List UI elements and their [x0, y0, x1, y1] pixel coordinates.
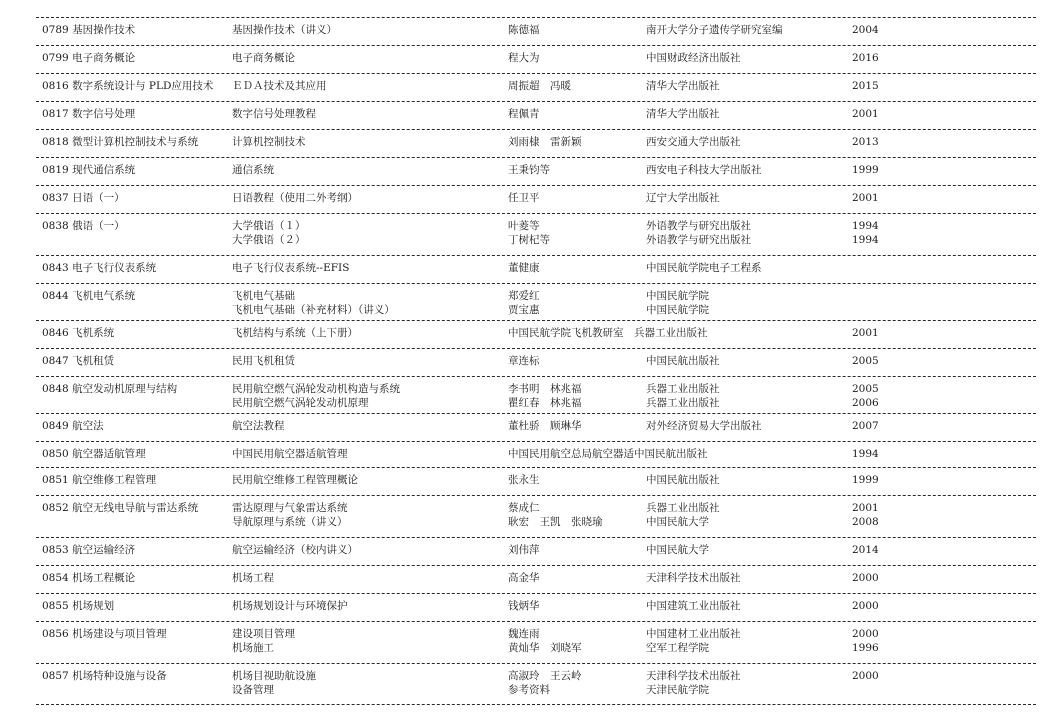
book-year: 1994 [852, 448, 879, 460]
book-author: 张永生 [508, 474, 540, 486]
course-name: 电子商务概论 [72, 52, 136, 64]
course-code: 0847 [42, 355, 69, 367]
row-divider [36, 73, 1036, 74]
book-year: 2000 [852, 600, 879, 612]
book-year: 2001 [852, 192, 879, 204]
book-author: 李书明 林兆福 [508, 383, 582, 395]
book-year: 2014 [852, 544, 879, 556]
book-year: 2013 [852, 136, 879, 148]
row-divider [36, 593, 1036, 594]
course-name: 飞机系统 [72, 327, 115, 339]
book-year: 2005 [852, 383, 879, 395]
book-year: 2016 [852, 52, 879, 64]
book-publisher: 兵器工业出版社 [646, 397, 720, 409]
course-code: 0816 [42, 80, 69, 92]
book-author: 叶菱等 [508, 220, 540, 232]
row-divider [36, 283, 1036, 284]
course-cell [42, 219, 125, 233]
book-publisher: 清华大学出版社 [646, 80, 720, 92]
book-publisher: 天津民航学院 [646, 684, 709, 696]
course-code: 0855 [42, 600, 69, 612]
book-publisher: 西安交通大学出版社 [646, 136, 741, 148]
book-title: 设备管理 [232, 684, 274, 696]
book-title: 机场工程 [232, 572, 274, 584]
book-author: 程佩青 [508, 108, 540, 120]
row-divider [36, 537, 1036, 538]
course-name: 基因操作技术 [72, 24, 136, 36]
book-year: 2001 [852, 108, 879, 120]
course-code: 0854 [42, 572, 69, 584]
course-code: 0853 [42, 544, 69, 556]
book-author: 任卫平 [508, 192, 540, 204]
course-name: 飞机租赁 [72, 355, 115, 367]
course-cell [42, 447, 146, 461]
book-publisher: 西安电子科技大学出版社 [646, 164, 762, 176]
book-publisher: 中国财政经济出版社 [646, 52, 741, 64]
book-author: 瞿红春 林兆福 [508, 397, 582, 409]
row-divider [36, 213, 1036, 214]
course-name: 航空无线电导航与雷达系统 [72, 502, 199, 514]
course-cell [42, 419, 104, 433]
book-year: 2001 [852, 502, 879, 514]
row-divider [36, 255, 1036, 256]
course-cell [42, 23, 135, 37]
book-author: 程大为 [508, 52, 540, 64]
book-title: 基因操作技术（讲义） [232, 24, 337, 36]
course-cell [42, 79, 213, 93]
book-publisher: 清华大学出版社 [646, 108, 720, 120]
book-author: 董杜骄 顾琳华 [508, 420, 582, 432]
course-cell [42, 107, 135, 121]
row-divider [36, 101, 1036, 102]
book-title: 雷达原理与气象雷达系统 [232, 502, 348, 514]
row-divider [36, 413, 1036, 414]
book-year: 1994 [852, 234, 879, 246]
book-publisher: 辽宁大学出版社 [646, 192, 720, 204]
course-cell [42, 501, 198, 515]
book-title: 计算机控制技术 [232, 136, 306, 148]
book-publisher: 天津科学技术出版社 [646, 572, 741, 584]
book-year: 1994 [852, 220, 879, 232]
book-year: 2001 [852, 327, 879, 339]
book-publisher: 中国民航学院 [646, 290, 709, 302]
course-code: 0817 [42, 108, 69, 120]
course-code: 0843 [42, 262, 69, 274]
book-author: 魏连雨 [508, 628, 540, 640]
book-title: 通信系统 [232, 164, 274, 176]
course-name: 日语（一） [72, 192, 125, 204]
book-year: 2000 [852, 572, 879, 584]
book-year: 1999 [852, 474, 879, 486]
course-code: 0848 [42, 383, 69, 395]
book-author: 周振超 冯暖 [508, 80, 571, 92]
book-author: 黄灿华 刘晓军 [508, 642, 582, 654]
course-code: 0789 [42, 24, 69, 36]
book-title: 电子商务概论 [232, 52, 295, 64]
book-author: 郑爱红 [508, 290, 540, 302]
course-cell [42, 289, 135, 303]
book-title: 航空运输经济（校内讲义） [232, 544, 358, 556]
book-publisher: 外语教学与研究出版社 [646, 220, 751, 232]
course-cell [42, 191, 125, 205]
book-author: 章连标 [508, 355, 540, 367]
course-cell [42, 326, 114, 340]
book-year: 2007 [852, 420, 879, 432]
course-code: 0850 [42, 448, 69, 460]
book-year: 2000 [852, 670, 879, 682]
course-name: 机场规划 [72, 600, 115, 612]
book-author: 刘雨棣 雷新颖 [508, 136, 582, 148]
book-publisher: 中国民航学院电子工程系 [646, 262, 762, 274]
course-code: 0819 [42, 164, 69, 176]
course-cell [42, 135, 198, 149]
course-name: 机场特种设施与设备 [72, 670, 167, 682]
book-title: 数字信号处理教程 [232, 108, 316, 120]
course-code: 0846 [42, 327, 69, 339]
course-code: 0818 [42, 136, 69, 148]
book-author: 高金华 [508, 572, 540, 584]
course-name: 航空运输经济 [72, 544, 136, 556]
course-code: 0799 [42, 52, 69, 64]
course-cell [42, 382, 177, 396]
book-title: 民用航空维修工程管理概论 [232, 474, 358, 486]
course-cell [42, 473, 156, 487]
row-divider [36, 45, 1036, 46]
course-name: 航空维修工程管理 [72, 474, 157, 486]
book-author: 钱炳华 [508, 600, 540, 612]
book-publisher: 中国民航大学 [646, 544, 709, 556]
book-year: 2006 [852, 397, 879, 409]
course-name: 微型计算机控制技术与系统 [72, 136, 199, 148]
book-author: 丁树杞等 [508, 234, 550, 246]
book-title: 中国民用航空器适航管理 [232, 448, 348, 460]
book-year: 2004 [852, 24, 879, 36]
course-cell [42, 599, 114, 613]
course-cell [42, 51, 135, 65]
course-code: 0852 [42, 502, 69, 514]
book-publisher: 兵器工业出版社 [646, 383, 720, 395]
book-author: 参考资料 [508, 684, 550, 696]
course-code: 0851 [42, 474, 69, 486]
course-name: 航空法 [72, 420, 104, 432]
book-title: 大学俄语（２） [232, 234, 306, 246]
book-title: 民用航空燃气涡轮发动机构造与系统 [232, 383, 400, 395]
course-code: 0857 [42, 670, 69, 682]
row-divider [36, 129, 1036, 130]
course-name: 数字信号处理 [72, 108, 136, 120]
book-title: 飞机电气基础（补充材料）（讲义） [232, 304, 395, 316]
course-name: 机场建设与项目管理 [72, 628, 167, 640]
row-divider [36, 17, 1036, 18]
course-name: 俄语（一） [72, 220, 125, 232]
book-title: ＥＤＡ技术及其应用 [232, 80, 327, 92]
book-author: 王秉钧等 [508, 164, 550, 176]
book-publisher: 南开大学分子遗传学研究室编 [646, 24, 783, 36]
course-cell [42, 261, 156, 275]
book-publisher: 中国民航学院 [646, 304, 709, 316]
book-year: 1996 [852, 642, 879, 654]
book-publisher: 中国建材工业出版社 [646, 628, 741, 640]
row-divider [36, 467, 1036, 468]
row-divider [36, 621, 1036, 622]
book-publisher: 中国民航出版社 [646, 355, 720, 367]
book-title: 机场施工 [232, 642, 274, 654]
book-year: 2008 [852, 516, 879, 528]
row-divider [36, 495, 1036, 496]
course-name: 现代通信系统 [72, 164, 136, 176]
book-publisher: 中国民航出版社 [646, 474, 720, 486]
course-code: 0844 [42, 290, 69, 302]
book-year: 2000 [852, 628, 879, 640]
row-divider [36, 185, 1036, 186]
course-name: 航空发动机原理与结构 [72, 383, 178, 395]
row-divider [36, 348, 1036, 349]
course-code: 0837 [42, 192, 69, 204]
book-author: 耿宏 王凯 张晓瑜 [508, 516, 603, 528]
book-publisher: 对外经济贸易大学出版社 [646, 420, 762, 432]
book-author: 蔡成仁 [508, 502, 540, 514]
book-publisher: 兵器工业出版社 [646, 502, 720, 514]
course-name: 飞机电气系统 [72, 290, 136, 302]
row-divider [36, 565, 1036, 566]
book-publisher: 中国建筑工业出版社 [646, 600, 741, 612]
course-name: 机场工程概论 [72, 572, 136, 584]
book-title: 建设项目管理 [232, 628, 295, 640]
book-author: 中国民用航空总局航空器适中国民航出版社 [508, 448, 708, 460]
book-publisher: 外语教学与研究出版社 [646, 234, 751, 246]
book-publisher: 天津科学技术出版社 [646, 670, 741, 682]
course-code: 0838 [42, 220, 69, 232]
book-author: 中国民航学院飞机教研室 兵器工业出版社 [508, 327, 708, 339]
course-cell [42, 571, 135, 585]
course-code: 0856 [42, 628, 69, 640]
book-author: 陈德福 [508, 24, 540, 36]
book-author: 贾宝惠 [508, 304, 540, 316]
course-code: 0849 [42, 420, 69, 432]
book-author: 高淑玲 王云岭 [508, 670, 582, 682]
row-divider [36, 376, 1036, 377]
course-cell [42, 669, 167, 683]
course-name: 数字系统设计与 PLD应用技术 [72, 80, 214, 92]
book-publisher: 空军工程学院 [646, 642, 709, 654]
book-title: 飞机结构与系统（上下册） [232, 327, 358, 339]
row-divider [36, 441, 1036, 442]
book-title: 航空法教程 [232, 420, 285, 432]
book-title: 机场目视助航设施 [232, 670, 316, 682]
book-title: 导航原理与系统（讲义） [232, 516, 348, 528]
book-title: 日语教程（使用二外考纲） [232, 192, 358, 204]
book-year: 2005 [852, 355, 879, 367]
book-author: 刘伟萍 [508, 544, 540, 556]
book-year: 1999 [852, 164, 879, 176]
row-divider [36, 320, 1036, 321]
book-title: 民用航空燃气涡轮发动机原理 [232, 397, 369, 409]
row-divider [36, 704, 1036, 705]
book-title: 电子飞行仪表系统--EFIS [232, 262, 350, 274]
book-title: 大学俄语（１） [232, 220, 306, 232]
book-title: 机场规划设计与环境保护 [232, 600, 348, 612]
row-divider [36, 663, 1036, 664]
book-title: 飞机电气基础 [232, 290, 295, 302]
course-name: 电子飞行仪表系统 [72, 262, 157, 274]
book-year: 2015 [852, 80, 879, 92]
book-title: 民用飞机租赁 [232, 355, 295, 367]
book-publisher: 中国民航大学 [646, 516, 709, 528]
row-divider [36, 157, 1036, 158]
course-cell [42, 163, 135, 177]
book-author: 董健康 [508, 262, 540, 274]
course-cell [42, 354, 114, 368]
course-cell [42, 543, 135, 557]
course-name: 航空器适航管理 [72, 448, 146, 460]
course-cell [42, 627, 167, 641]
